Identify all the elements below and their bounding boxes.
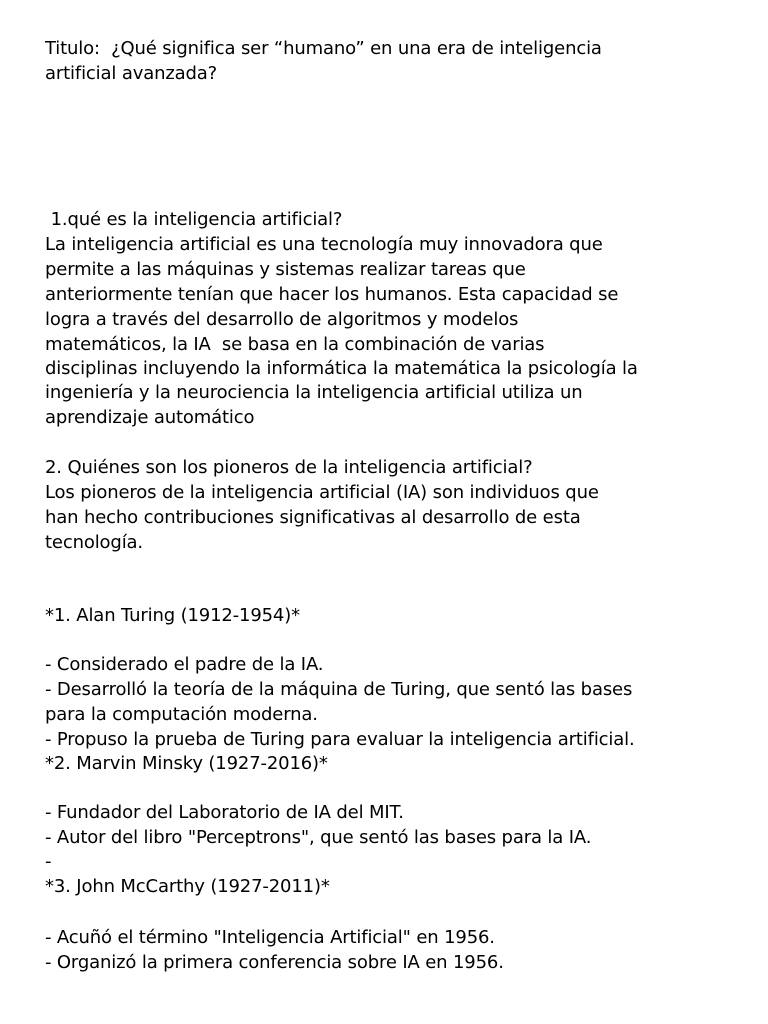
paragraph-line: disciplinas incluyendo la informática la matemática la psicología la: [45, 358, 638, 379]
paragraph-line: ingeniería y la neurociencia la inteligencia artificial utiliza un: [45, 382, 583, 403]
paragraph-line: permite a las máquinas y sistemas realizar tareas que: [45, 259, 526, 280]
pioneer-heading: *1. Alan Turing (1912-1954)*: [45, 605, 300, 626]
paragraph-line: anteriormente tenían que hacer los humanos. Esta capacidad se: [45, 284, 619, 305]
pioneer-heading: *3. John McCarthy (1927-2011)*: [45, 876, 330, 897]
section-2-heading: 2. Quiénes son los pioneros de la inteligencia artificial?: [45, 457, 533, 478]
paragraph-line: aprendizaje automático: [45, 407, 255, 428]
pioneer-point: para la computación moderna.: [45, 704, 318, 725]
paragraph-line: La inteligencia artificial es una tecnología muy innovadora que: [45, 234, 603, 255]
paragraph-line: han hecho contribuciones significativas al desarrollo de esta: [45, 507, 581, 528]
paragraph-line: Los pioneros de la inteligencia artificial (IA) son individuos que: [45, 482, 599, 503]
pioneer-point: - Considerado el padre de la IA.: [45, 654, 324, 675]
pioneer-point: - Desarrolló la teoría de la máquina de Turing, que sentó las bases: [45, 679, 633, 700]
pioneer-point: -: [45, 851, 52, 872]
section-1-heading: 1.qué es la inteligencia artificial?: [45, 209, 343, 230]
pioneer-point: - Acuñó el término "Inteligencia Artificial" en 1956.: [45, 927, 495, 948]
paragraph-line: tecnología.: [45, 532, 143, 553]
pioneer-point: - Autor del libro "Perceptrons", que sentó las bases para la IA.: [45, 827, 592, 848]
pioneer-point: - Fundador del Laboratorio de IA del MIT.: [45, 802, 404, 823]
title-line: Titulo: ¿Qué significa ser “humano” en una era de inteligencia: [45, 38, 602, 59]
paragraph-line: matemáticos, la IA se basa en la combinación de varias: [45, 334, 545, 355]
pioneer-point: - Organizó la primera conferencia sobre IA en 1956.: [45, 952, 504, 973]
pioneer-heading: *2. Marvin Minsky (1927-2016)*: [45, 753, 328, 774]
title-line: artificial avanzada?: [45, 63, 218, 84]
paragraph-line: logra a través del desarrollo de algoritmos y modelos: [45, 309, 519, 330]
pioneer-point: - Propuso la prueba de Turing para evaluar la inteligencia artificial.: [45, 729, 635, 750]
